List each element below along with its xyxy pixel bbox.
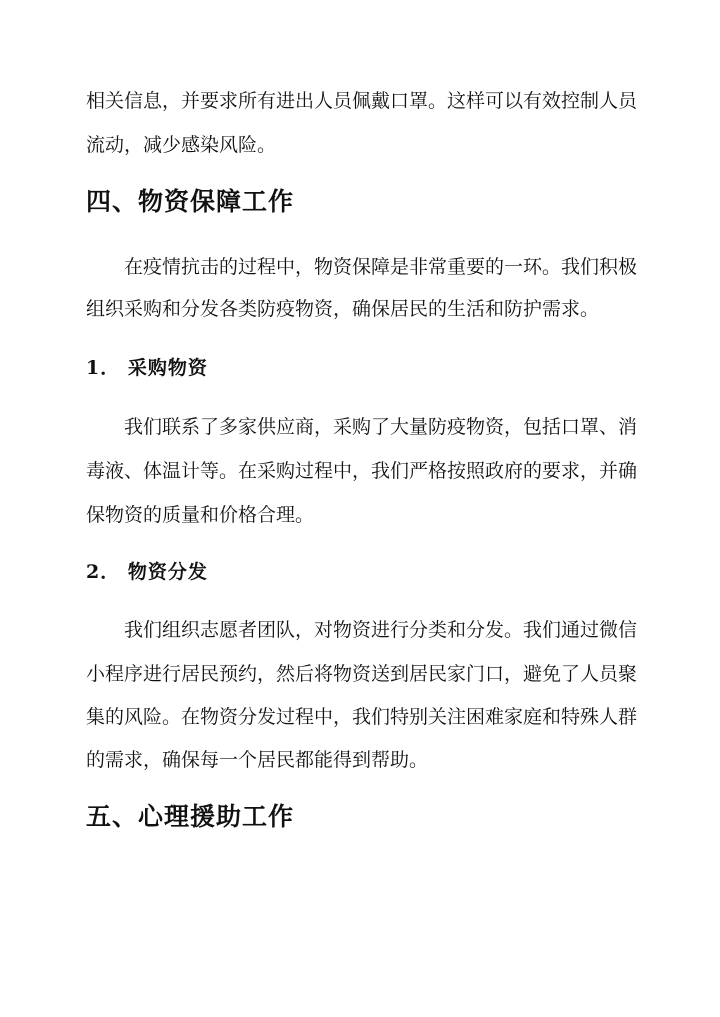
section4-para-line-1: 在疫情抗击的过程中，物资保障是非常重要的一环。我们积极 [124,256,638,278]
sub2-line-2: 小程序进行居民预约，然后将物资送到居民家门口，避免了人员聚 [86,663,638,685]
intro-line-2: 流动，减少感染风险。 [86,134,277,156]
sub2-line-4: 的需求，确保每一个居民都能得到帮助。 [86,749,429,771]
sub2-line-1: 我们组织志愿者团队，对物资进行分类和分发。我们通过微信 [124,619,638,641]
intro-line-1: 相关信息，并要求所有进出人员佩戴口罩。这样可以有效控制人员 [86,90,638,112]
sub1-line-2: 毒液、体温计等。在采购过程中，我们严格按照政府的要求，并确 [86,460,638,482]
sub1-line-1: 我们联系了多家供应商，采购了大量防疫物资，包括口罩、消 [124,416,638,438]
section4-para-line-2: 组织采购和分发各类防疫物资，确保居民的生活和防护需求。 [86,298,600,320]
subsection-heading-2: 2． 物资分发 [86,561,208,583]
section-heading-4: 四、物资保障工作 [86,187,295,216]
subsection-heading-1: 1． 采购物资 [86,357,208,379]
section-heading-5: 五、心理援助工作 [86,802,295,831]
sub1-line-3: 保物资的质量和价格合理。 [86,504,315,526]
sub2-line-3: 集的风险。在物资分发过程中，我们特别关注困难家庭和特殊人群 [86,706,638,728]
